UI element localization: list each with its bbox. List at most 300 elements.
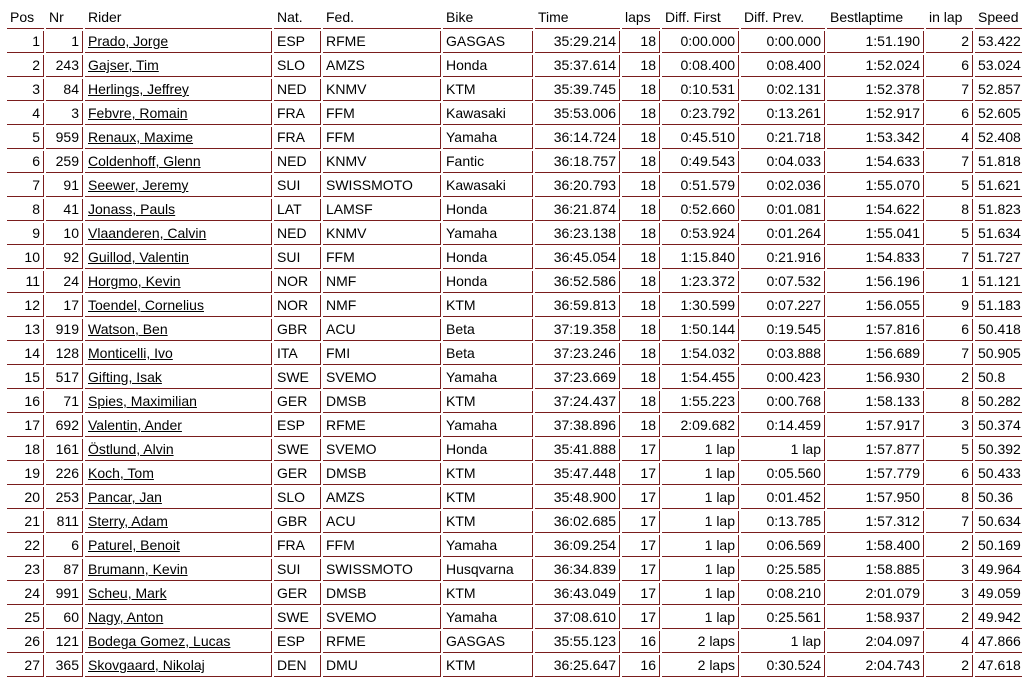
in-lap-cell: 7 bbox=[926, 151, 973, 173]
bestlaptime-cell: 1:58.885 bbox=[827, 559, 924, 581]
bike-cell: KTM bbox=[443, 583, 533, 605]
rider-cell bbox=[85, 127, 272, 149]
in-lap-cell: 8 bbox=[926, 487, 973, 509]
speed-cell: 51.818 bbox=[975, 151, 1022, 173]
time-cell: 36:20.793 bbox=[535, 175, 620, 197]
fed-cell: DMSB bbox=[323, 391, 441, 413]
in-lap-cell: 5 bbox=[926, 439, 973, 461]
in-lap-cell: 7 bbox=[926, 247, 973, 269]
fed-cell: DMSB bbox=[323, 463, 441, 485]
bike-cell: Honda bbox=[443, 55, 533, 77]
speed-cell: 50.392 bbox=[975, 439, 1022, 461]
laps-cell: 17 bbox=[622, 487, 660, 509]
speed-cell: 51.823 bbox=[975, 199, 1022, 221]
bestlaptime-cell: 1:57.312 bbox=[827, 511, 924, 533]
speed-cell: 50.8 bbox=[975, 367, 1022, 389]
table-row bbox=[7, 535, 1022, 557]
time-cell: 36:23.138 bbox=[535, 223, 620, 245]
nr-cell: 41 bbox=[46, 199, 83, 221]
pos-cell: 9 bbox=[7, 223, 44, 245]
diff-first-cell: 1:54.455 bbox=[662, 367, 739, 389]
bestlaptime-cell: 1:54.833 bbox=[827, 247, 924, 269]
laps-cell: 18 bbox=[622, 175, 660, 197]
table-row bbox=[7, 31, 1022, 53]
diff-first-cell: 1 lap bbox=[662, 607, 739, 629]
pos-cell: 19 bbox=[7, 463, 44, 485]
rider-link[interactable]: Valentin, Ander bbox=[88, 417, 182, 433]
nat-cell: NED bbox=[274, 223, 321, 245]
diff-first-cell: 1:54.032 bbox=[662, 343, 739, 365]
col-header-diff-first: Diff. First bbox=[662, 7, 739, 29]
in-lap-cell: 7 bbox=[926, 343, 973, 365]
diff-first-cell: 1 lap bbox=[662, 487, 739, 509]
nat-cell: SLO bbox=[274, 55, 321, 77]
diff-prev-cell: 0:04.033 bbox=[741, 151, 825, 173]
laps-cell: 17 bbox=[622, 511, 660, 533]
bike-cell: Fantic bbox=[443, 151, 533, 173]
bestlaptime-cell: 1:58.133 bbox=[827, 391, 924, 413]
time-cell: 35:48.900 bbox=[535, 487, 620, 509]
table-row bbox=[7, 223, 1022, 245]
bestlaptime-cell: 1:56.689 bbox=[827, 343, 924, 365]
fed-cell: AMZS bbox=[323, 487, 441, 509]
nr-cell: 24 bbox=[46, 271, 83, 293]
nat-cell: NOR bbox=[274, 271, 321, 293]
bike-cell: KTM bbox=[443, 391, 533, 413]
fed-cell: FFM bbox=[323, 103, 441, 125]
table-row bbox=[7, 559, 1022, 581]
nr-cell: 365 bbox=[46, 655, 83, 677]
bestlaptime-cell: 1:58.937 bbox=[827, 607, 924, 629]
speed-cell: 50.36 bbox=[975, 487, 1022, 509]
bestlaptime-cell: 1:54.633 bbox=[827, 151, 924, 173]
fed-cell: DMU bbox=[323, 655, 441, 677]
table-row bbox=[7, 463, 1022, 485]
col-header-nr: Nr bbox=[46, 7, 83, 29]
diff-prev-cell: 0:07.227 bbox=[741, 295, 825, 317]
diff-first-cell: 0:53.924 bbox=[662, 223, 739, 245]
fed-cell: RFME bbox=[323, 415, 441, 437]
results-table bbox=[5, 5, 1022, 679]
bestlaptime-cell: 1:51.190 bbox=[827, 31, 924, 53]
nr-cell: 161 bbox=[46, 439, 83, 461]
time-cell: 36:25.647 bbox=[535, 655, 620, 677]
bike-cell: KTM bbox=[443, 487, 533, 509]
nat-cell: GER bbox=[274, 463, 321, 485]
nr-cell: 87 bbox=[46, 559, 83, 581]
bike-cell: GASGAS bbox=[443, 631, 533, 653]
nat-cell: GBR bbox=[274, 319, 321, 341]
time-cell: 35:47.448 bbox=[535, 463, 620, 485]
diff-prev-cell: 0:02.131 bbox=[741, 79, 825, 101]
bike-cell: Kawasaki bbox=[443, 175, 533, 197]
fed-cell: KNMV bbox=[323, 223, 441, 245]
in-lap-cell: 6 bbox=[926, 463, 973, 485]
rider-link[interactable]: Skovgaard, Nikolaj bbox=[88, 657, 205, 673]
diff-first-cell: 0:45.510 bbox=[662, 127, 739, 149]
in-lap-cell: 3 bbox=[926, 559, 973, 581]
pos-cell: 8 bbox=[7, 199, 44, 221]
nat-cell: ESP bbox=[274, 415, 321, 437]
rider-cell bbox=[85, 487, 272, 509]
rider-cell bbox=[85, 655, 272, 677]
speed-cell: 50.433 bbox=[975, 463, 1022, 485]
diff-first-cell: 1 lap bbox=[662, 463, 739, 485]
in-lap-cell: 2 bbox=[926, 607, 973, 629]
table-row bbox=[7, 655, 1022, 677]
table-row bbox=[7, 583, 1022, 605]
pos-cell: 25 bbox=[7, 607, 44, 629]
time-cell: 36:52.586 bbox=[535, 271, 620, 293]
laps-cell: 18 bbox=[622, 55, 660, 77]
rider-link[interactable]: Paturel, Benoit bbox=[88, 537, 180, 553]
laps-cell: 18 bbox=[622, 271, 660, 293]
rider-cell bbox=[85, 247, 272, 269]
in-lap-cell: 8 bbox=[926, 199, 973, 221]
speed-cell: 50.418 bbox=[975, 319, 1022, 341]
rider-cell bbox=[85, 415, 272, 437]
rider-link[interactable]: Prado, Jorge bbox=[88, 33, 169, 49]
bestlaptime-cell: 1:55.041 bbox=[827, 223, 924, 245]
laps-cell: 17 bbox=[622, 559, 660, 581]
bike-cell: Honda bbox=[443, 439, 533, 461]
diff-prev-cell: 0:01.081 bbox=[741, 199, 825, 221]
time-cell: 35:39.745 bbox=[535, 79, 620, 101]
bestlaptime-cell: 1:53.342 bbox=[827, 127, 924, 149]
speed-cell: 53.024 bbox=[975, 55, 1022, 77]
rider-link[interactable]: Gajser, Tim bbox=[88, 57, 159, 73]
diff-prev-cell: 0:13.785 bbox=[741, 511, 825, 533]
speed-cell: 51.621 bbox=[975, 175, 1022, 197]
diff-prev-cell: 0:00.423 bbox=[741, 367, 825, 389]
diff-first-cell: 1 lap bbox=[662, 583, 739, 605]
rider-link[interactable]: Guillod, Valentin bbox=[88, 249, 189, 265]
rider-link[interactable]: Gifting, Isak bbox=[88, 369, 162, 385]
diff-first-cell: 1 lap bbox=[662, 535, 739, 557]
in-lap-cell: 3 bbox=[926, 583, 973, 605]
table-row bbox=[7, 631, 1022, 653]
col-header-bike: Bike bbox=[443, 7, 533, 29]
in-lap-cell: 7 bbox=[926, 511, 973, 533]
nr-cell: 91 bbox=[46, 175, 83, 197]
bike-cell: Honda bbox=[443, 271, 533, 293]
nr-cell: 71 bbox=[46, 391, 83, 413]
rider-link[interactable]: Febvre, Romain bbox=[88, 105, 188, 121]
nat-cell: FRA bbox=[274, 535, 321, 557]
nr-cell: 6 bbox=[46, 535, 83, 557]
table-row bbox=[7, 319, 1022, 341]
rider-link[interactable]: Scheu, Mark bbox=[88, 585, 167, 601]
pos-cell: 27 bbox=[7, 655, 44, 677]
table-row bbox=[7, 367, 1022, 389]
laps-cell: 18 bbox=[622, 415, 660, 437]
speed-cell: 47.618 bbox=[975, 655, 1022, 677]
nr-cell: 919 bbox=[46, 319, 83, 341]
rider-link[interactable]: Watson, Ben bbox=[88, 321, 168, 337]
rider-link[interactable]: Herlings, Jeffrey bbox=[88, 81, 189, 97]
time-cell: 36:45.054 bbox=[535, 247, 620, 269]
speed-cell: 49.964 bbox=[975, 559, 1022, 581]
fed-cell: SVEMO bbox=[323, 607, 441, 629]
laps-cell: 18 bbox=[622, 343, 660, 365]
diff-prev-cell: 1 lap bbox=[741, 631, 825, 653]
diff-first-cell: 0:00.000 bbox=[662, 31, 739, 53]
rider-link[interactable]: Pancar, Jan bbox=[88, 489, 162, 505]
diff-first-cell: 0:51.579 bbox=[662, 175, 739, 197]
rider-link[interactable]: Seewer, Jeremy bbox=[88, 177, 189, 193]
diff-first-cell: 0:49.543 bbox=[662, 151, 739, 173]
time-cell: 37:24.437 bbox=[535, 391, 620, 413]
speed-cell: 53.422 bbox=[975, 31, 1022, 53]
rider-cell bbox=[85, 367, 272, 389]
nr-cell: 10 bbox=[46, 223, 83, 245]
pos-cell: 13 bbox=[7, 319, 44, 341]
bestlaptime-cell: 1:57.779 bbox=[827, 463, 924, 485]
laps-cell: 18 bbox=[622, 295, 660, 317]
pos-cell: 11 bbox=[7, 271, 44, 293]
time-cell: 36:34.839 bbox=[535, 559, 620, 581]
table-row bbox=[7, 415, 1022, 437]
diff-prev-cell: 0:02.036 bbox=[741, 175, 825, 197]
rider-link[interactable]: Spies, Maximilian bbox=[88, 393, 197, 409]
bike-cell: KTM bbox=[443, 295, 533, 317]
table-row bbox=[7, 79, 1022, 101]
bike-cell: Beta bbox=[443, 343, 533, 365]
laps-cell: 18 bbox=[622, 79, 660, 101]
time-cell: 35:53.006 bbox=[535, 103, 620, 125]
rider-link[interactable]: Östlund, Alvin bbox=[88, 441, 174, 457]
col-header-diff-prev: Diff. Prev. bbox=[741, 7, 825, 29]
diff-first-cell: 1:30.599 bbox=[662, 295, 739, 317]
rider-cell bbox=[85, 295, 272, 317]
col-header-fed: Fed. bbox=[323, 7, 441, 29]
fed-cell: SVEMO bbox=[323, 367, 441, 389]
table-row bbox=[7, 55, 1022, 77]
diff-prev-cell: 0:14.459 bbox=[741, 415, 825, 437]
time-cell: 37:38.896 bbox=[535, 415, 620, 437]
col-header-time: Time bbox=[535, 7, 620, 29]
nr-cell: 84 bbox=[46, 79, 83, 101]
speed-cell: 49.942 bbox=[975, 607, 1022, 629]
nat-cell: GER bbox=[274, 391, 321, 413]
in-lap-cell: 6 bbox=[926, 55, 973, 77]
results-table-header bbox=[7, 7, 1022, 29]
bestlaptime-cell: 1:57.877 bbox=[827, 439, 924, 461]
in-lap-cell: 3 bbox=[926, 415, 973, 437]
fed-cell: NMF bbox=[323, 295, 441, 317]
nr-cell: 811 bbox=[46, 511, 83, 533]
header-row bbox=[7, 7, 1022, 29]
diff-prev-cell: 0:13.261 bbox=[741, 103, 825, 125]
in-lap-cell: 2 bbox=[926, 655, 973, 677]
table-row bbox=[7, 175, 1022, 197]
diff-first-cell: 1 lap bbox=[662, 439, 739, 461]
time-cell: 36:14.724 bbox=[535, 127, 620, 149]
rider-cell bbox=[85, 31, 272, 53]
laps-cell: 18 bbox=[622, 367, 660, 389]
diff-prev-cell: 0:00.000 bbox=[741, 31, 825, 53]
rider-cell bbox=[85, 271, 272, 293]
nat-cell: SUI bbox=[274, 247, 321, 269]
pos-cell: 3 bbox=[7, 79, 44, 101]
bestlaptime-cell: 1:56.930 bbox=[827, 367, 924, 389]
table-row bbox=[7, 391, 1022, 413]
in-lap-cell: 4 bbox=[926, 631, 973, 653]
table-row bbox=[7, 343, 1022, 365]
nat-cell: SWE bbox=[274, 439, 321, 461]
time-cell: 36:21.874 bbox=[535, 199, 620, 221]
bestlaptime-cell: 2:04.097 bbox=[827, 631, 924, 653]
rider-link[interactable]: Renaux, Maxime bbox=[88, 129, 194, 145]
rider-link[interactable]: Horgmo, Kevin bbox=[88, 273, 181, 289]
rider-link[interactable]: Koch, Tom bbox=[88, 465, 154, 481]
fed-cell: FFM bbox=[323, 247, 441, 269]
diff-first-cell: 1 lap bbox=[662, 511, 739, 533]
pos-cell: 2 bbox=[7, 55, 44, 77]
rider-cell bbox=[85, 607, 272, 629]
diff-prev-cell: 0:30.524 bbox=[741, 655, 825, 677]
in-lap-cell: 7 bbox=[926, 79, 973, 101]
rider-cell bbox=[85, 199, 272, 221]
fed-cell: NMF bbox=[323, 271, 441, 293]
bike-cell: Beta bbox=[443, 319, 533, 341]
bike-cell: Yamaha bbox=[443, 607, 533, 629]
in-lap-cell: 9 bbox=[926, 295, 973, 317]
rider-link[interactable]: Jonass, Pauls bbox=[88, 201, 176, 217]
in-lap-cell: 2 bbox=[926, 31, 973, 53]
pos-cell: 5 bbox=[7, 127, 44, 149]
rider-cell bbox=[85, 55, 272, 77]
nat-cell: NED bbox=[274, 79, 321, 101]
time-cell: 36:43.049 bbox=[535, 583, 620, 605]
rider-link[interactable]: Toendel, Cornelius bbox=[88, 297, 204, 313]
bestlaptime-cell: 1:52.024 bbox=[827, 55, 924, 77]
time-cell: 37:19.358 bbox=[535, 319, 620, 341]
bestlaptime-cell: 1:56.055 bbox=[827, 295, 924, 317]
time-cell: 35:55.123 bbox=[535, 631, 620, 653]
pos-cell: 22 bbox=[7, 535, 44, 557]
speed-cell: 52.408 bbox=[975, 127, 1022, 149]
speed-cell: 51.183 bbox=[975, 295, 1022, 317]
laps-cell: 17 bbox=[622, 439, 660, 461]
diff-first-cell: 1:23.372 bbox=[662, 271, 739, 293]
table-row bbox=[7, 607, 1022, 629]
speed-cell: 50.374 bbox=[975, 415, 1022, 437]
nat-cell: GBR bbox=[274, 511, 321, 533]
bike-cell: Honda bbox=[443, 247, 533, 269]
time-cell: 36:59.813 bbox=[535, 295, 620, 317]
laps-cell: 18 bbox=[622, 151, 660, 173]
bike-cell: Yamaha bbox=[443, 535, 533, 557]
bestlaptime-cell: 1:56.196 bbox=[827, 271, 924, 293]
time-cell: 36:02.685 bbox=[535, 511, 620, 533]
bike-cell: Yamaha bbox=[443, 367, 533, 389]
diff-prev-cell: 0:07.532 bbox=[741, 271, 825, 293]
speed-cell: 50.905 bbox=[975, 343, 1022, 365]
bike-cell: Husqvarna bbox=[443, 559, 533, 581]
rider-link[interactable]: Bodega Gomez, Lucas bbox=[88, 633, 231, 649]
col-header-pos: Pos bbox=[7, 7, 44, 29]
rider-cell bbox=[85, 439, 272, 461]
table-row bbox=[7, 151, 1022, 173]
in-lap-cell: 1 bbox=[926, 271, 973, 293]
rider-link[interactable]: Brumann, Kevin bbox=[88, 561, 188, 577]
rider-link[interactable]: Sterry, Adam bbox=[88, 513, 168, 529]
fed-cell: ACU bbox=[323, 511, 441, 533]
laps-cell: 17 bbox=[622, 463, 660, 485]
rider-link[interactable]: Nagy, Anton bbox=[88, 609, 164, 625]
fed-cell: KNMV bbox=[323, 151, 441, 173]
in-lap-cell: 5 bbox=[926, 175, 973, 197]
table-row bbox=[7, 199, 1022, 221]
fed-cell: DMSB bbox=[323, 583, 441, 605]
laps-cell: 18 bbox=[622, 247, 660, 269]
fed-cell: LAMSF bbox=[323, 199, 441, 221]
speed-cell: 51.121 bbox=[975, 271, 1022, 293]
diff-prev-cell: 0:21.916 bbox=[741, 247, 825, 269]
laps-cell: 18 bbox=[622, 199, 660, 221]
diff-prev-cell: 0:00.768 bbox=[741, 391, 825, 413]
nr-cell: 1 bbox=[46, 31, 83, 53]
pos-cell: 6 bbox=[7, 151, 44, 173]
time-cell: 35:37.614 bbox=[535, 55, 620, 77]
pos-cell: 23 bbox=[7, 559, 44, 581]
in-lap-cell: 2 bbox=[926, 535, 973, 557]
diff-prev-cell: 0:19.545 bbox=[741, 319, 825, 341]
diff-prev-cell: 0:25.585 bbox=[741, 559, 825, 581]
bike-cell: KTM bbox=[443, 79, 533, 101]
nr-cell: 259 bbox=[46, 151, 83, 173]
pos-cell: 10 bbox=[7, 247, 44, 269]
table-row bbox=[7, 439, 1022, 461]
col-header-nat: Nat. bbox=[274, 7, 321, 29]
bike-cell: KTM bbox=[443, 511, 533, 533]
bestlaptime-cell: 1:58.400 bbox=[827, 535, 924, 557]
nat-cell: GER bbox=[274, 583, 321, 605]
speed-cell: 52.605 bbox=[975, 103, 1022, 125]
in-lap-cell: 5 bbox=[926, 223, 973, 245]
nat-cell: FRA bbox=[274, 103, 321, 125]
rider-cell bbox=[85, 511, 272, 533]
diff-prev-cell: 0:08.210 bbox=[741, 583, 825, 605]
rider-link[interactable]: Monticelli, Ivo bbox=[88, 345, 173, 361]
bike-cell: Yamaha bbox=[443, 223, 533, 245]
laps-cell: 17 bbox=[622, 607, 660, 629]
bestlaptime-cell: 1:54.622 bbox=[827, 199, 924, 221]
pos-cell: 16 bbox=[7, 391, 44, 413]
rider-link[interactable]: Vlaanderen, Calvin bbox=[88, 225, 207, 241]
time-cell: 36:09.254 bbox=[535, 535, 620, 557]
diff-first-cell: 2:09.682 bbox=[662, 415, 739, 437]
diff-first-cell: 2 laps bbox=[662, 655, 739, 677]
bestlaptime-cell: 1:57.917 bbox=[827, 415, 924, 437]
pos-cell: 1 bbox=[7, 31, 44, 53]
fed-cell: FFM bbox=[323, 127, 441, 149]
diff-first-cell: 1 lap bbox=[662, 559, 739, 581]
col-header-in-lap: in lap bbox=[926, 7, 973, 29]
fed-cell: AMZS bbox=[323, 55, 441, 77]
rider-cell bbox=[85, 463, 272, 485]
fed-cell: FFM bbox=[323, 535, 441, 557]
bike-cell: KTM bbox=[443, 655, 533, 677]
pos-cell: 14 bbox=[7, 343, 44, 365]
diff-first-cell: 0:23.792 bbox=[662, 103, 739, 125]
laps-cell: 18 bbox=[622, 223, 660, 245]
bestlaptime-cell: 2:01.079 bbox=[827, 583, 924, 605]
rider-link[interactable]: Coldenhoff, Glenn bbox=[88, 153, 201, 169]
nat-cell: SWE bbox=[274, 607, 321, 629]
bestlaptime-cell: 1:52.917 bbox=[827, 103, 924, 125]
